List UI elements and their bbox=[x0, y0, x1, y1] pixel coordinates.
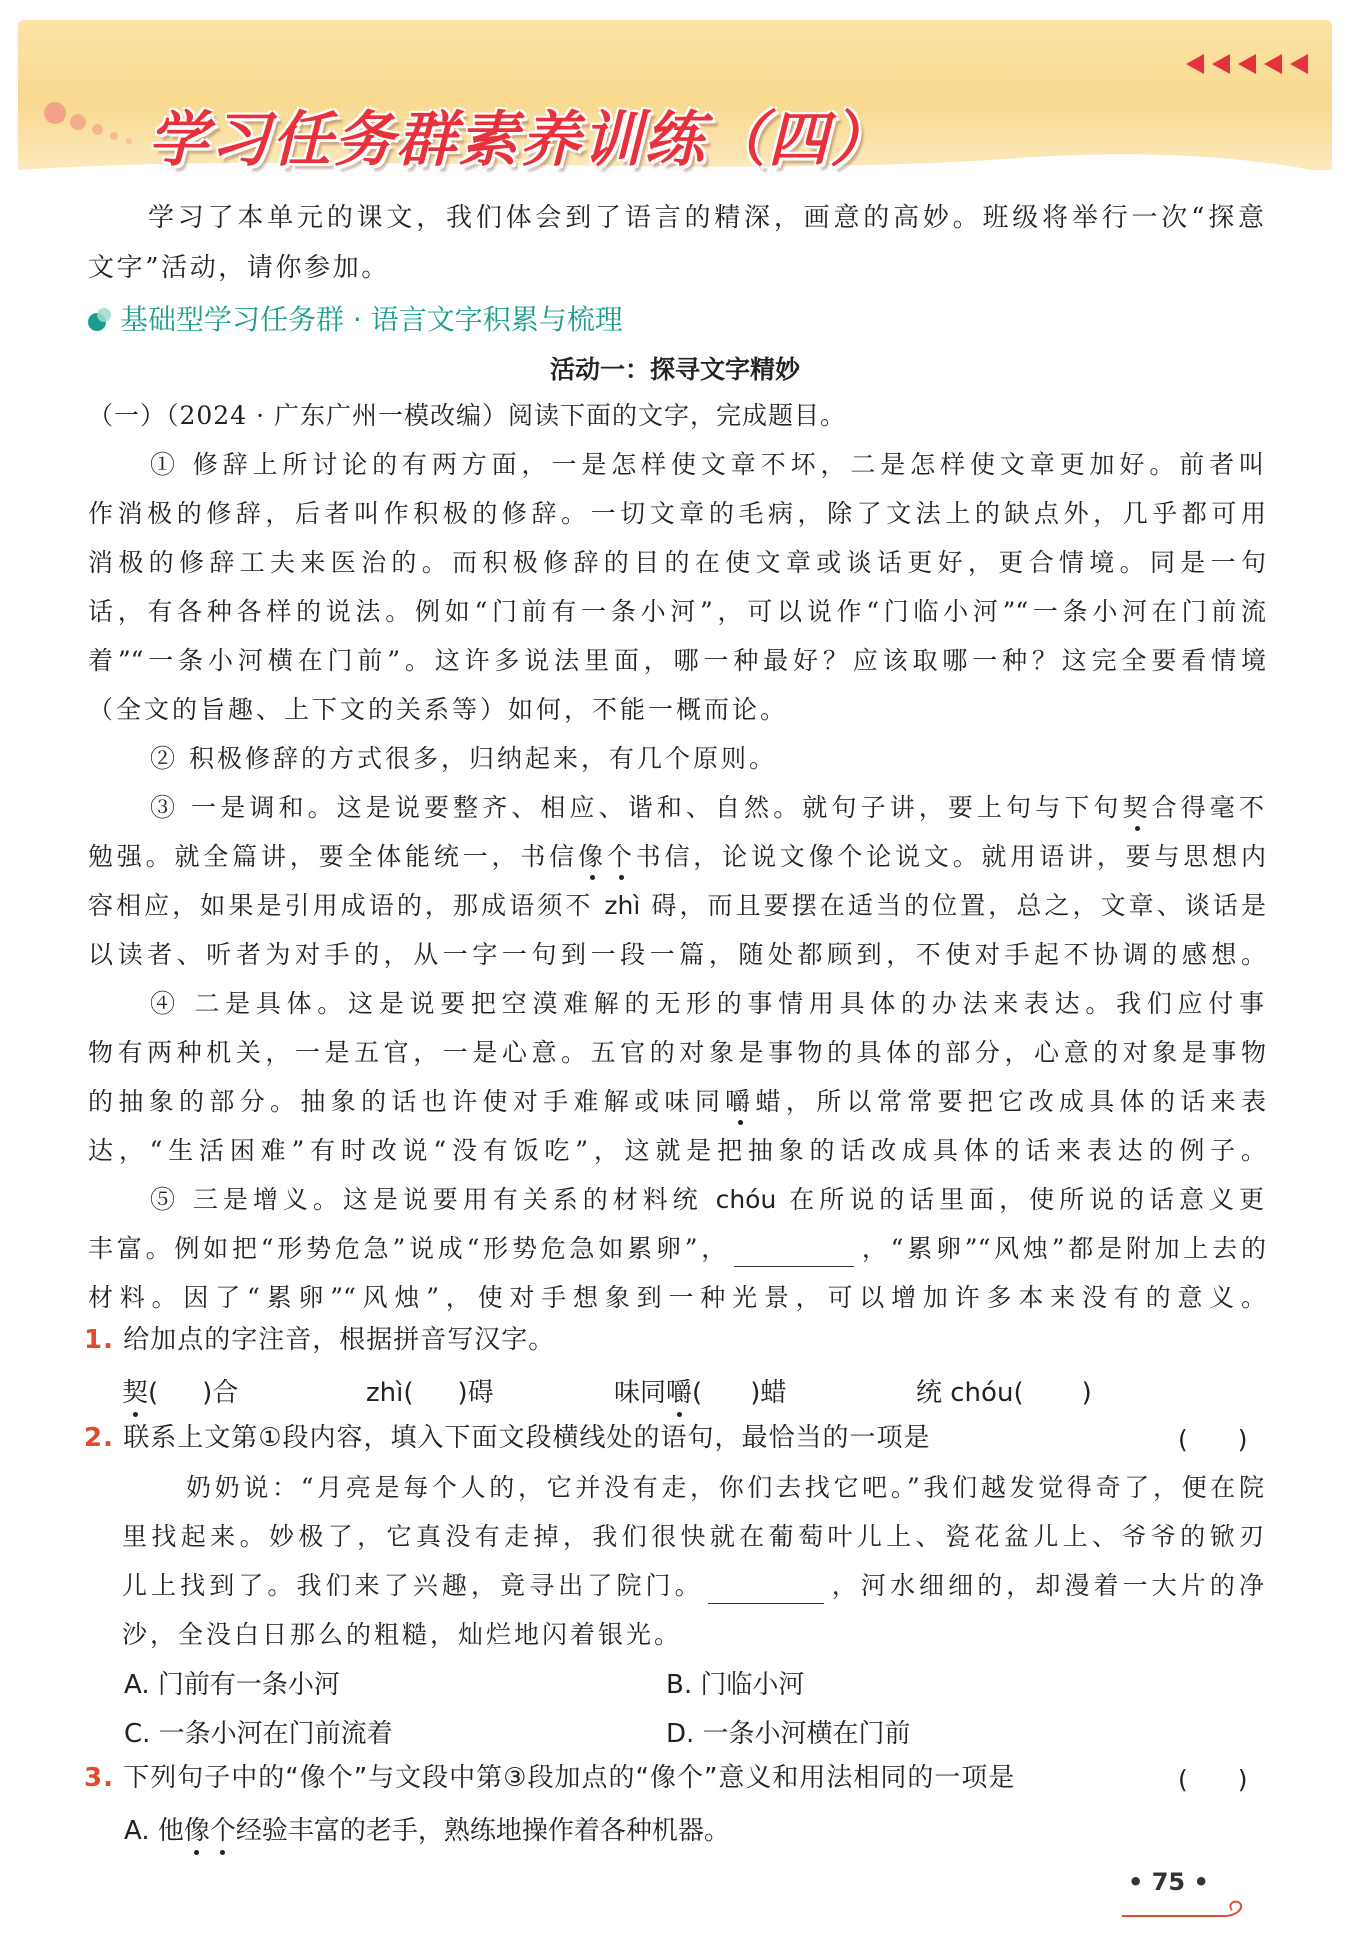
q2-quote-line-2: 里找起来。妙极了，它真没有走掉，我们很快就在葡萄叶儿上、瓷花盆儿上、爷爷的锨刃 bbox=[122, 1522, 1264, 1551]
passage-source: （一）（2024 · 广东广州一模改编）阅读下面的文字，完成题目。 bbox=[88, 401, 846, 430]
answer-paren-q3[interactable]: ( ) bbox=[1178, 1765, 1248, 1794]
passage-p3-line-4: 以读者、听者为对手的，从一字一句到一段一篇，随处都顾到，不使对手起不协调的感想。 bbox=[88, 940, 1266, 969]
dotted-char: 契 bbox=[1122, 793, 1152, 822]
passage-p4-line-3: 的抽象的部分。抽象的话也许使对手难解或味同嚼蜡，所以常常要把它改成具体的话来表 bbox=[88, 1087, 1266, 1116]
passage-p1-line-6: （全文的旨趣、上下文的关系等）如何，不能一概而论。 bbox=[88, 695, 789, 724]
page-number: • 75 • bbox=[1128, 1868, 1209, 1896]
fill-blank[interactable] bbox=[734, 1242, 854, 1267]
page-title: 学习任务群素养训练（四） bbox=[148, 105, 892, 175]
q2-quote-line-3: 儿上找到了。我们来了兴趣，竟寻出了院门。 ，河水细细的，却漫着一大片的净 bbox=[122, 1568, 1264, 1604]
passage-p4-line-4: 达，“生活困难”有时改说“没有饭吃”，这就是把抽象的话改成具体的话来表达的例子。 bbox=[88, 1136, 1266, 1165]
q2-quote-line-1: 奶奶说：“月亮是每个人的，它并没有走，你们去找它吧。”我们越发觉得奇了，便在院 bbox=[186, 1473, 1264, 1502]
fill-blank[interactable] bbox=[708, 1579, 824, 1604]
q1-item-1[interactable]: 契( )合 bbox=[122, 1378, 239, 1408]
q1-item-3[interactable]: 味同嚼( )蜡 bbox=[614, 1378, 787, 1408]
answer-paren-q2[interactable]: ( ) bbox=[1178, 1425, 1248, 1454]
passage-p2: ② 积极修辞的方式很多，归纳起来，有几个原则。 bbox=[150, 744, 777, 773]
dotted-char: 像 bbox=[578, 842, 607, 871]
arrow-decoration-icon bbox=[1186, 54, 1308, 74]
passage-p5-line-1: ⑤ 三是增义。这是说要用有关系的材料统 chóu 在所说的话里面，使所说的话意义更 bbox=[150, 1185, 1264, 1214]
q2-option-c[interactable]: C. 一条小河在门前流着 bbox=[124, 1719, 393, 1749]
bubble-icon bbox=[88, 305, 114, 331]
passage-p1-line-3: 消极的修辞工夫来医治的。而积极修辞的目的在使文章或谈话更好，更合情境。同是一句 bbox=[88, 548, 1266, 577]
passage-p3-line-2: 勉强。就全篇讲，要全体能统一，书信像个书信，论说文像个论说文。就用语讲，要与思想内 bbox=[88, 842, 1266, 871]
intro-line-1: 学习了本单元的课文，我们体会到了语言的精深，画意的高妙。班级将举行一次“探意 bbox=[148, 203, 1264, 233]
q2-option-d[interactable]: D. 一条小河横在门前 bbox=[666, 1719, 911, 1749]
q1-item-4[interactable]: 统 chóu( ) bbox=[916, 1378, 1092, 1408]
question-1: 1. 给加点的字注音，根据拼音写汉字。 bbox=[84, 1325, 556, 1355]
question-2: 2. 联系上文第①段内容，填入下面文段横线处的语句，最恰当的一项是 bbox=[84, 1423, 931, 1453]
intro-line-2: 文字”活动，请你参加。 bbox=[88, 253, 390, 283]
passage-p5-line-2: 丰富。例如把“形势危急”说成“形势危急如累卵”， ，“累卵”“风烛”都是附加上去的 bbox=[88, 1231, 1266, 1267]
passage-p1-line-1: ① 修辞上所讨论的有两方面，一是怎样使文章不坏，二是怎样使文章更加好。前者叫 bbox=[150, 450, 1264, 479]
passage-p1-line-5: 着”“一条小河横在门前”。这许多说法里面，哪一种最好？应该取哪一种？这完全要看情境 bbox=[88, 646, 1266, 675]
section-heading-text: 基础型学习任务群 · 语言文字积累与梳理 bbox=[120, 303, 623, 336]
activity-title: 活动一：探寻文字精妙 bbox=[549, 355, 800, 384]
question-3: 3. 下列句子中的“像个”与文段中第③段加点的“像个”意义和用法相同的一项是 bbox=[84, 1763, 1016, 1793]
passage-p1-line-2: 作消极的修辞，后者叫作积极的修辞。一切文章的毛病，除了文法上的缺点外，几乎都可用 bbox=[88, 499, 1266, 528]
passage-p3-line-1: ③ 一是调和。这是说要整齐、相应、谐和、自然。就句子讲，要上句与下句契合得毫不 bbox=[150, 793, 1264, 822]
passage-p4-line-2: 物有两种机关，一是五官，一是心意。五官的对象是事物的具体的部分，心意的对象是事物 bbox=[88, 1038, 1266, 1067]
passage-p5-line-3: 材料。因了“累卵”“风烛”，使对手想象到一种光景，可以增加许多本来没有的意义。 bbox=[88, 1283, 1266, 1312]
passage-p1-line-4: 话，有各种各样的说法。例如“门前有一条小河”，可以说作“门临小河”“一条小河在门前流 bbox=[88, 597, 1266, 626]
passage-p3-line-3: 容相应，如果是引用成语的，那成语须不 zhì 碍，而且要摆在适当的位置，总之，文章、谈话是 bbox=[88, 891, 1266, 920]
passage-p4-line-1: ④ 二是具体。这是说要把空漠难解的无形的事情用具体的办法来表达。我们应付事 bbox=[150, 989, 1264, 1018]
q2-quote-line-4: 沙，全没白日那么的粗糙，灿烂地闪着银光。 bbox=[122, 1620, 683, 1649]
q3-option-a[interactable]: A. 他像个经验丰富的老手，熟练地操作着各种机器。 bbox=[124, 1816, 730, 1846]
section-heading bbox=[88, 298, 623, 338]
dotted-char: 个 bbox=[606, 842, 636, 871]
dotted-char: 嚼 bbox=[725, 1087, 756, 1116]
q1-item-2[interactable]: zhì( )碍 bbox=[366, 1378, 494, 1408]
q2-option-a[interactable]: A. 门前有一条小河 bbox=[124, 1670, 340, 1700]
q2-option-b[interactable]: B. 门临小河 bbox=[666, 1670, 805, 1700]
page-number-underline bbox=[1120, 1892, 1260, 1922]
